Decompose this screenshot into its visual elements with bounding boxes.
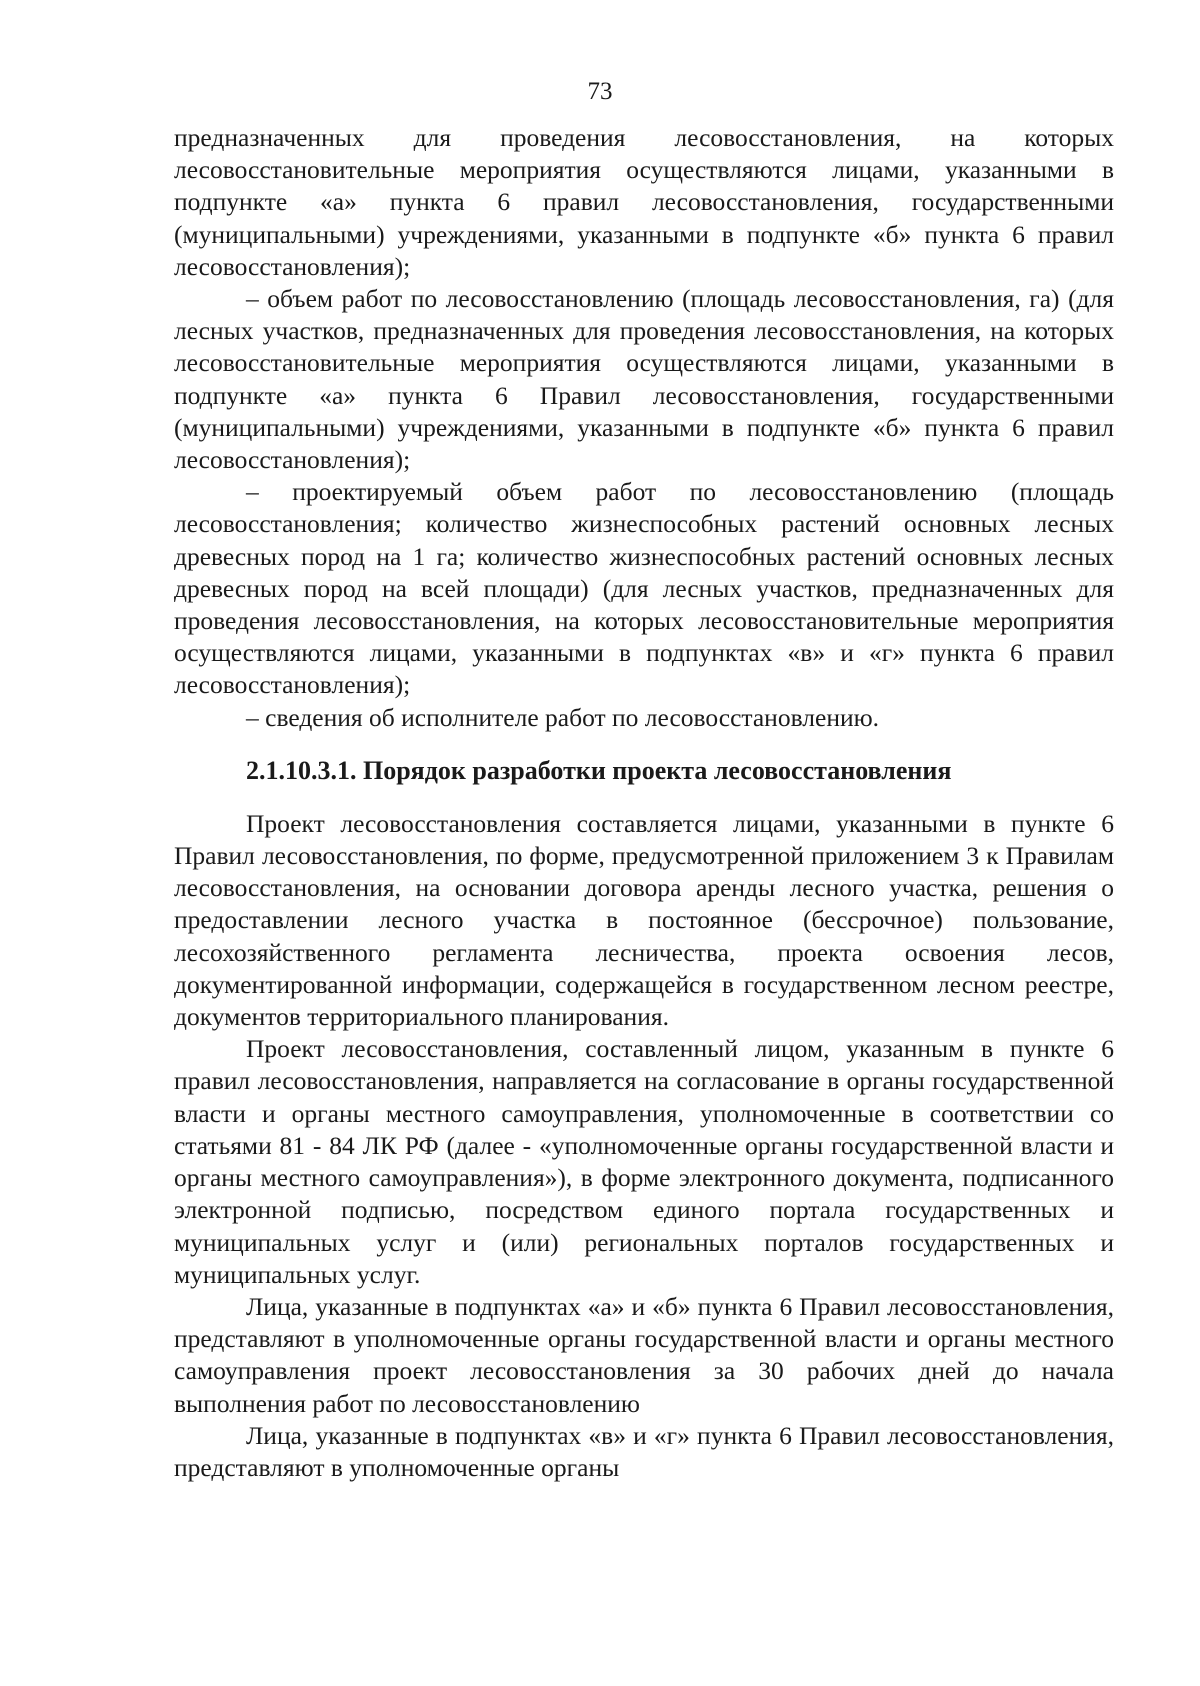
section-paragraph-project-composition: Проект лесовосстановления составляется лицами, указанными в пункте 6 Правил лесовосстановления, по форме, предусмотренной приложением 3 к Правилам лесовосстановления, на основании договора аренды лесного участка, решения о предоставлении лесного участка в постоянное (бессрочное) пользование, лесохозяйственного регламента лесничества, проекта освоения лесов, документированной информации, содержащейся в государственном лесном реестре, документов территориального планирования. [174,808,1114,1032]
section-heading: 2.1.10.3.1. Порядок разработки проекта лесовосстановления [246,755,952,785]
list-item-projected-volume: – проектируемый объем работ по лесовосстановлению (площадь лесовосстановления; количество жизнеспособных растений основных лесных древесных пород на 1 га; количество жизнеспособных растений основных лесных древесных пород на всей площади) (для лесных участков, предназначенных для проведения лесовосстановления, на которых лесовосстановительные мероприятия осуществляются лицами, указанными в подпунктах «в» и «г» пункта 6 правил лесовосстановления); [174,477,1114,700]
section-paragraph-submission-ab: Лица, указанные в подпунктах «а» и «б» пункта 6 Правил лесовосстановления, представляют в уполномоченные органы государственной власти и органы местного самоуправления проект лесовосстановления за 30 рабочих дней до начала выполнения работ по лесовосстановлению [174,1291,1114,1418]
list-item-work-volume: – объем работ по лесовосстановлению (площадь лесовосстановления, га) (для лесных участков, предназначенных для проведения лесовосстановления, на которых лесовосстановительные мероприятия осуществляются лицами, указанными в подпункте «а» пункта 6 Правил лесовосстановления, государственными (муниципальными) учреждениями, указанными в подпункте «б» пункта 6 правил лесовосстановления); [174,284,1114,475]
list-item-contractor-info: – сведения об исполнителе работ по лесовосстановлению. [246,702,880,732]
section-paragraph-project-approval: Проект лесовосстановления, составленный лицом, указанным в пункте 6 правил лесовосстановления, направляется на согласование в органы государственной власти и органы местного самоуправления, уполномоченные в соответствии со статьями 81 - 84 ЛК РФ (далее - «уполномоченные органы государственной власти и органы местного самоуправления»), в форме электронного документа, подписанного электронной подписью, посредством единого портала государственных и муниципальных услуг и (или) региональных порталов государственных и муниципальных услуг. [174,1034,1114,1289]
paragraph-continuation: предназначенных для проведения лесовосстановления, на которых лесовосстановительные мероприятия осуществляются лицами, указанными в подпункте «а» пункта 6 правил лесовосстановления, государственными (муниципальными) учреждениями, указанными в подпункте «б» пункта 6 правил лесовосстановления); [174,123,1114,281]
page-number: 73 [587,78,613,105]
document-body [174,122,1114,1484]
section-paragraph-submission-vg: Лица, указанные в подпунктах «в» и «г» пункта 6 Правил лесовосстановления, представляют в уполномоченные органы [174,1420,1114,1482]
